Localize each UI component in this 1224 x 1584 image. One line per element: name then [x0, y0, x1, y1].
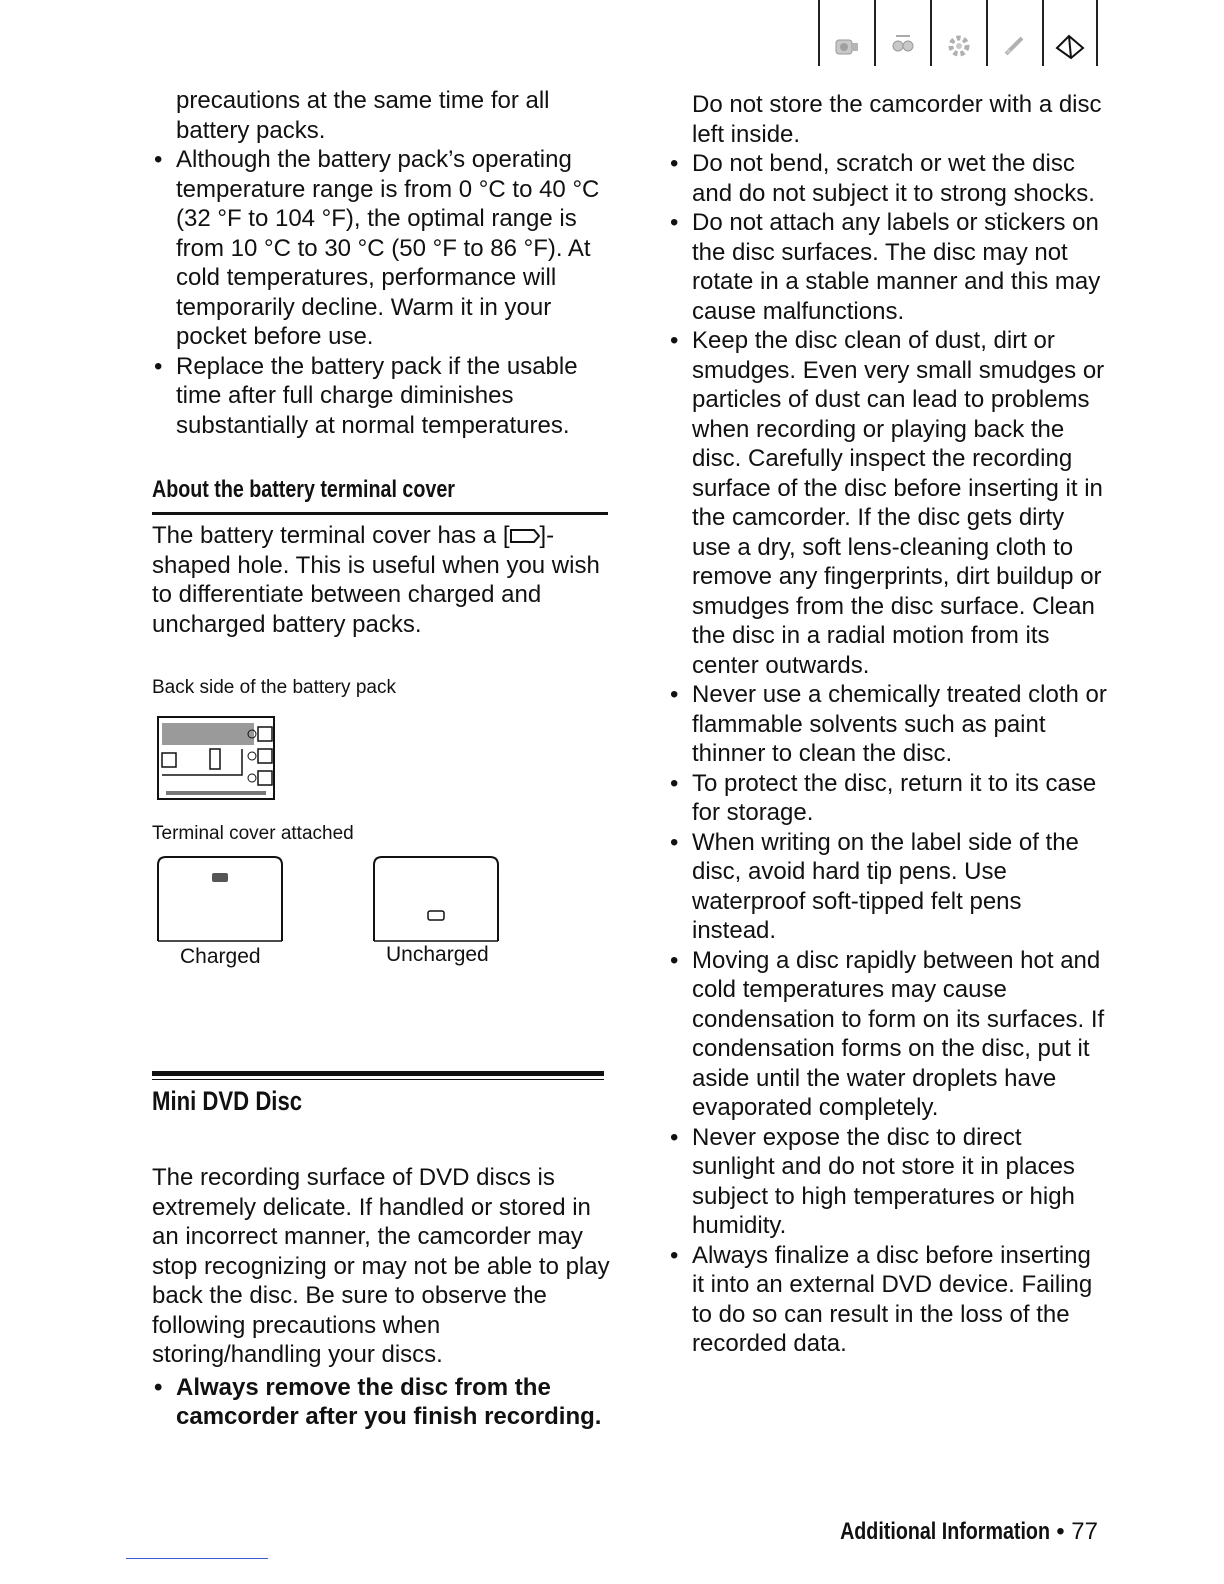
- tape-icon: [886, 28, 920, 62]
- tab-additional-info[interactable]: [1042, 0, 1098, 66]
- list-item: • Keep the disc clean of dust, dirt or smudges. Even very small smudges or particles of dust can lead to problems when recording or playing back the disc. Carefully inspect the recording surface of the disc before inserting it in the camcorder. If the disc gets dirty use a dry, soft lens-cleaning cloth to remove any fingerprints, dirt buildup or smudges from the disc surface. Clean the disc in a radial motion from its center outwards.: [668, 326, 1108, 680]
- list-item: • Do not attach any labels or stickers on the disc surfaces. The disc may not rotate in a stable manner and this may cause malfunctions.: [668, 208, 1108, 326]
- camcorder-icon: [830, 28, 864, 62]
- heading-rule: [152, 512, 608, 515]
- charge-state-diagrams: [152, 855, 612, 975]
- footer-section-title: Additional Information: [839, 1518, 1050, 1545]
- tab-settings[interactable]: [930, 0, 986, 66]
- list-item: • Always remove the disc from the camcorder after you finish recording.: [152, 1373, 612, 1432]
- section-rule-thick: [152, 1071, 604, 1076]
- charged-label: Charged: [180, 945, 261, 968]
- mini-dvd-section: [152, 1071, 612, 1432]
- section-tabs: [818, 0, 1098, 68]
- mini-dvd-paragraph: The recording surface of DVD discs is extremely delicate. If handled or stored in an incorrect manner, the camcorder may stop recognizing or may not be able to play back the disc. Be sure to observe the following precautions when storing/handling your discs.: [152, 1164, 610, 1368]
- footer-rule: [126, 1558, 268, 1559]
- charged-cover-diagram: [156, 855, 286, 943]
- battery-bullet-list: [152, 145, 612, 440]
- list-item: • When writing on the label side of the disc, avoid hard tip pens. Use waterproof soft-tipped felt pens instead.: [668, 828, 1108, 946]
- mini-dvd-heading: Mini DVD Disc: [152, 1086, 303, 1116]
- right-column: [668, 90, 1108, 1359]
- terminal-hole-icon: [510, 528, 540, 544]
- footer-separator: •: [1056, 1518, 1065, 1545]
- list-item: • Moving a disc rapidly between hot and cold temperatures may cause condensation to form on its surfaces. If condensation forms on the disc, put it aside until the water droplets have evaporated completely.: [668, 946, 1108, 1123]
- battery-back-diagram: [156, 715, 286, 803]
- pencil-icon: [998, 28, 1032, 62]
- list-item: • Never use a chemically treated cloth or flammable solvents such as paint thinner to clean the disc.: [668, 680, 1108, 769]
- uncharged-label: Uncharged: [386, 943, 489, 966]
- disc-bullet-list: [668, 149, 1108, 1359]
- section-rule-thin: [152, 1079, 604, 1080]
- tab-edit[interactable]: [986, 0, 1042, 66]
- gear-icon: [942, 28, 976, 62]
- list-item: • Do not bend, scratch or wet the disc and do not subject it to strong shocks.: [668, 149, 1108, 208]
- back-side-caption: Back side of the battery pack: [152, 677, 396, 698]
- terminal-cover-caption: Terminal cover attached: [152, 823, 354, 844]
- list-item: • To protect the disc, return it to its case for storage.: [668, 769, 1108, 828]
- uncharged-cover-diagram: [372, 855, 502, 943]
- terminal-cover-section: [152, 476, 612, 975]
- page-footer: [794, 1518, 1098, 1546]
- list-item: • Replace the battery pack if the usable time after full charge diminishes substantially at normal temperatures.: [152, 352, 612, 441]
- book-icon: [1053, 28, 1087, 62]
- tab-tape[interactable]: [874, 0, 930, 66]
- list-item: • Although the battery pack’s operating temperature range is from 0 °C to 40 °C (32 °F to 104 °F), the optimal range is from 10 °C to 30 °C (50 °F to 86 °F). At cold temperatures, performance will temporarily decline. Warm it in your pocket before use.: [152, 145, 612, 352]
- mini-dvd-bullet-list: [152, 1373, 612, 1432]
- terminal-cover-paragraph: The battery terminal cover has a [ ]-shaped hole. This is useful when you wish to differentiate between charged and uncharged battery packs.: [152, 522, 600, 638]
- terminal-cover-heading: About the battery terminal cover: [152, 476, 455, 503]
- tab-camcorder[interactable]: [818, 0, 874, 66]
- list-item: • Never expose the disc to direct sunlight and do not store it in places subject to high temperatures or high humidity.: [668, 1123, 1108, 1241]
- page-number: 77: [1071, 1518, 1098, 1545]
- disc-precautions-continuation: Do not store the camcorder with a disc left inside.: [692, 91, 1102, 148]
- list-item: • Always finalize a disc before inserting it into an external DVD device. Failing to do so can result in the loss of the recorded data.: [668, 1241, 1108, 1359]
- battery-precautions-continuation: precautions at the same time for all battery packs.: [176, 87, 550, 144]
- left-column: [152, 86, 612, 1432]
